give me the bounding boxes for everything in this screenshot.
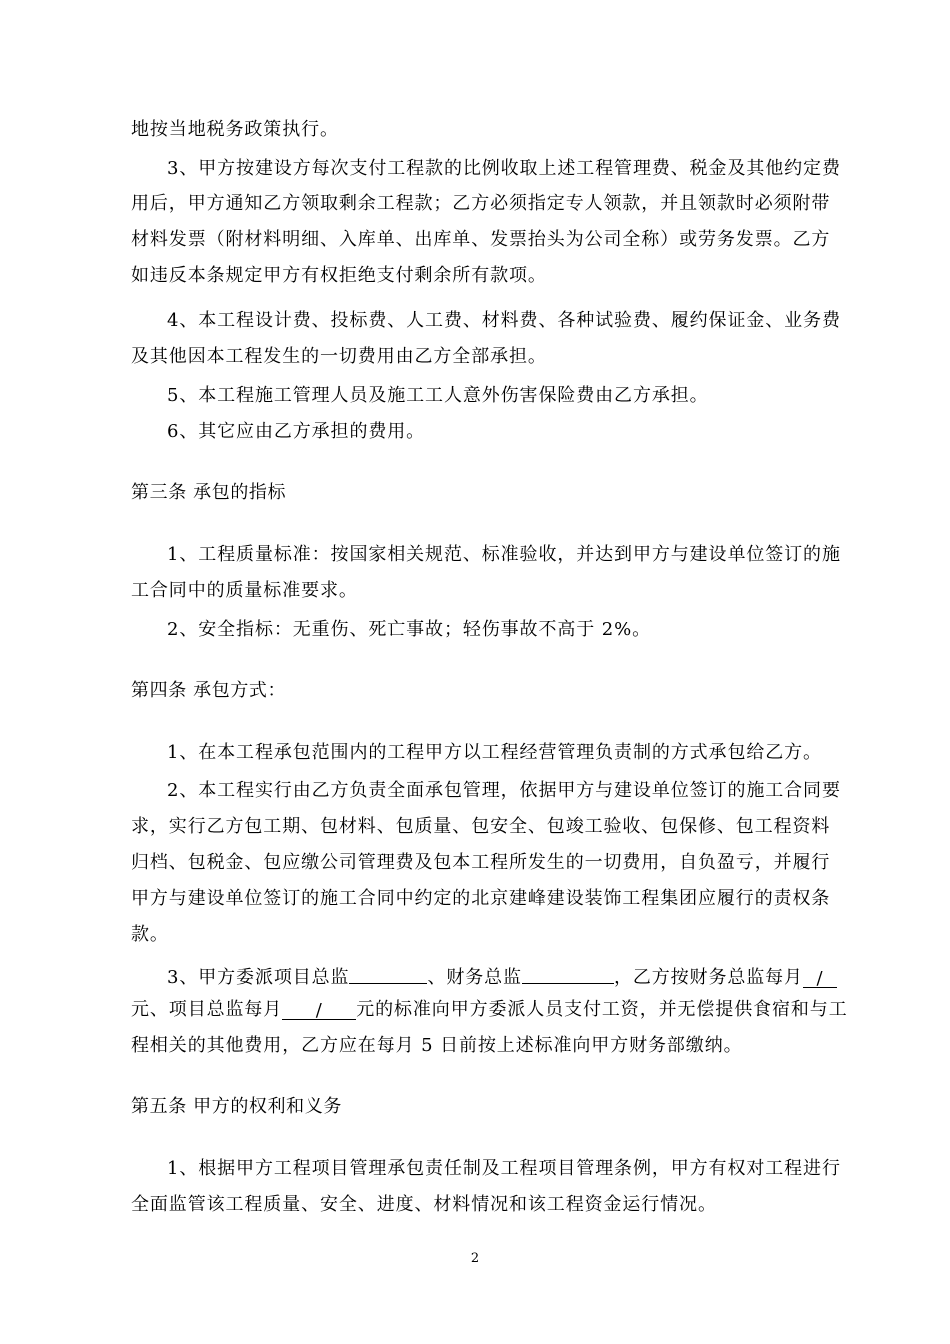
paragraph-line: 1、根据甲方工程项目管理承包责任制及工程项目管理条例，甲方有权对工程进行 <box>167 1158 841 1179</box>
page-number: 2 <box>470 1251 480 1266</box>
paragraph-line: 工合同中的质量标准要求。 <box>131 580 358 601</box>
paragraph-line: 2、本工程实行由乙方负责全面承包管理，依据甲方与建设单位签订的施工合同要 <box>167 780 841 801</box>
paragraph-line: 全面监管该工程质量、安全、进度、材料情况和该工程资金运行情况。 <box>131 1194 717 1215</box>
director-salary-blank: / <box>282 999 356 1020</box>
paragraph-line: 2、安全指标：无重伤、死亡事故；轻伤事故不高于 2%。 <box>167 619 652 640</box>
section-heading: 第三条 承包的指标 <box>131 482 287 503</box>
section-heading: 第五条 甲方的权利和义务 <box>131 1096 342 1117</box>
paragraph-line: 6、其它应由乙方承担的费用。 <box>167 421 426 442</box>
fill-text: 3、甲方委派项目总监 <box>167 967 350 988</box>
paragraph-line: 用后，甲方通知乙方领取剩余工程款；乙方必须指定专人领款，并且领款时必须附带 <box>131 193 831 214</box>
paragraph-line: 归档、包税金、包应缴公司管理费及包本工程所发生的一切费用，自负盈亏，并履行 <box>131 852 831 873</box>
fill-text: 元、项目总监每月 <box>131 999 283 1020</box>
finance-director-name-blank <box>522 963 614 984</box>
paragraph-line: 求，实行乙方包工期、包材料、包质量、包安全、包竣工验收、包保修、包工程资料 <box>131 816 831 837</box>
paragraph-line: 1、工程质量标准：按国家相关规范、标准验收，并达到甲方与建设单位签订的施 <box>167 544 841 565</box>
paragraph-line: 5、本工程施工管理人员及施工工人意外伤害保险费由乙方承担。 <box>167 385 709 406</box>
paragraph-line: 1、在本工程承包范围内的工程甲方以工程经营管理负责制的方式承包给乙方。 <box>167 742 822 763</box>
finance-salary-blank: / <box>803 967 837 988</box>
paragraph-line: 地按当地税务政策执行。 <box>131 119 339 140</box>
paragraph-line: 款。 <box>131 924 169 945</box>
paragraph-line: 甲方与建设单位签订的施工合同中约定的北京建峰建设装饰工程集团应履行的责权条 <box>131 888 831 909</box>
fill-in-line <box>167 962 837 990</box>
paragraph-line: 程相关的其他费用，乙方应在每月 5 日前按上述标准向甲方财务部缴纳。 <box>131 1035 743 1056</box>
fill-text: 、财务总监 <box>427 967 522 988</box>
director-name-blank <box>349 963 427 984</box>
section-heading: 第四条 承包方式： <box>131 680 287 701</box>
paragraph-line: 4、本工程设计费、投标费、人工费、材料费、各种试验费、履约保证金、业务费 <box>167 310 841 331</box>
fill-in-line <box>131 998 848 1022</box>
paragraph-line: 如违反本条规定甲方有权拒绝支付剩余所有款项。 <box>131 265 547 286</box>
paragraph-line: 材料发票（附材料明细、入库单、出库单、发票抬头为公司全称）或劳务发票。乙方 <box>131 229 831 250</box>
fill-text: ，乙方按财务总监每月 <box>613 967 803 988</box>
paragraph-line: 3、甲方按建设方每次支付工程款的比例收取上述工程管理费、税金及其他约定费 <box>167 158 841 179</box>
paragraph-line: 及其他因本工程发生的一切费用由乙方全部承担。 <box>131 346 547 367</box>
fill-text: 元的标准向甲方委派人员支付工资，并无偿提供食宿和与工 <box>356 999 848 1020</box>
